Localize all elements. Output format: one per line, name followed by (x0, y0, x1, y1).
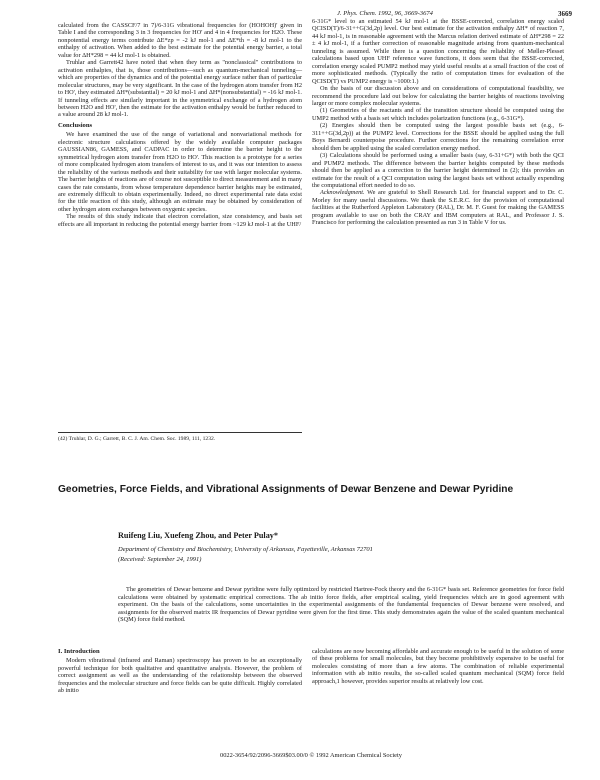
paragraph: Modern vibrational (infrared and Raman) spectroscopy has proven to be an exceptionally powerful technique for both qualitative and quantitative analysis. However, the problem of correct assignment as well as the understanding of the relationship between the observed frequencies and the molecular structure and force fields can be quite difficult. Highly correlated ab initio (58, 657, 302, 695)
paragraph: (2) Energies should then be computed using the largest possible basis set (e.g., 6-311++G(3d,2p)) at the PUMP2 level. Corrections for the BSSE should be applied using the full Boys Bernardi counterpoise procedure. Further corrections for the remaining correlation error should then be applied using the scaled correlation energy method. (312, 122, 564, 152)
intro-left-column (58, 648, 302, 695)
left-column (58, 22, 302, 228)
abstract: The geometries of Dewar benzene and Dewar pyridine were fully optimized by restricted Hartree-Fock theory and the 6-31G* basis set. Reference geometries for force field calculations were obtained by systematic empirical corrections. The ab initio force fields, after empirical scaling, yield frequencies which are in good agreement with experiment. On the basis of the calculations, some uncertainties in the experimental assignments of the fundamental frequencies of Dewar benzene were resolved, and assignments for the observed matrix IR frequencies of Dewar pyridine were given for the first time. This study demonstrates again the value of the scaled quantum mechanical (SQM) force field method. (118, 586, 564, 623)
paragraph: calculations are now becoming affordable and accurate enough to be useful in the solution of some of these problems for small molecules, but they become prohibitively expensive to be useful for molecules consisting of more than a few atoms. The combination of reliable experimental information with ab initio results, the so-called scaled quantum mechanical (SQM) force field approach,1 however, provides superior results at relatively low cost. (312, 648, 564, 685)
paragraph: Truhlar and Garrett42 have noted that when they term as "nonclassical" contributions to activation enthalpies, that is, those contributions—such as quantum-mechanical tunneling—which are properties of the dynamics and of the potential energy surface rather than of particular molecular structures, may be very significant. In the case of the hydrogen atom transfer from H2 to HO', they estimated ΔH*(substantial) = 20 kJ mol-1 and ΔH*(nonsubstantial) = -16 kJ mol-1. If tunneling effects are similarly important in the symmetrical exchange of a hydrogen atom between H2O and HO', then the estimate for the activation enthalpy would be further reduced to a value around 28 kJ mol-1. (58, 59, 302, 119)
section-heading-introduction: I. Introduction (58, 648, 100, 655)
received-date: (Received: September 24, 1991) (118, 556, 202, 563)
copyright-line: 0022-3654/92/2096-3669$03.00/0 © 1992 American Chemical Society (220, 752, 402, 759)
paragraph: We have examined the use of the range of variational and nonvariational methods for electronic structure calculations offered by the widely available computer packages GAUSSIAN86, GAMESS, and CADPAC in order to determine the barrier height to the symmetrical hydrogen atom transfer from H2O to HO'. This reaction is a prototype for a series of more complicated hydrogen atom transfers of interest to us, and it was our intention to assess the reliability of the various methods and their suitability for use with larger molecular systems. The barrier heights of reactions are of course not susceptible to direct measurement and in many cases the rate constants, from whose temperature dependence barrier heights may be estimated, are extremely difficult to obtain experimentally. Indeed, no direct experimental rate data exist for the title reaction of this study, although an estimate may be obtained by consideration of other hydrogen atom exchanges between oxygenic species. (58, 131, 302, 213)
article-title: Geometries, Force Fields, and Vibrational Assignments of Dewar Benzene and Dewar Pyridine (58, 484, 514, 495)
paragraph: On the basis of our discussion above and on considerations of computational feasibility, we recommend the procedure laid out below for calculating the barrier heights of reactions involving larger or more complex molecular systems. (312, 85, 564, 107)
footnote: (42) Truhlar, D. G.; Garrett, B. C. J. Am. Chem. Soc. 1989, 111, 1232. (58, 432, 302, 443)
acknowledgment-label: Acknowledgment. (320, 189, 365, 197)
running-head: J. Phys. Chem. 1992, 96, 3669-3674 (337, 10, 433, 17)
affiliation: Department of Chemistry and Biochemistry, University of Arkansas, Fayetteville, Arkansas 72701 (118, 546, 373, 553)
paragraph: calculated from the CASSCF/7 in 7)/6-31G vibrational frequencies for (HOHOH)' given in Table I and the corresponding 3 in 3 frequencies for HO' and 4 in 4 frequencies for H2O. These nonpotential energy terms contribute ΔE*zp = -2 kJ mol-1 and ΔE*th = -8 kJ mol-1 to the enthalpy of activation. When added to the best estimate for the potential energy barrier, a total value for ΔH*298 = 44 kJ mol-1 is obtained. (58, 22, 302, 59)
paragraph: (3) Calculations should be performed using a smaller basis (say, 6-31+G*) with both the QCI and PUMP2 methods. The difference between the barrier heights computed by these methods should then be applied as a correction to the barrier height determined in (2); this provides an estimate for the result of a QCI computation using the largest basis set without actually expending the computational effort needed to do so. (312, 152, 564, 189)
section-heading-conclusions: Conclusions (58, 121, 93, 129)
paragraph: The results of this study indicate that electron correlation, size consistency, and basis set effects are all important in reducing the potential energy barrier from ~129 kJ mol-1 at the UHF/ (58, 213, 302, 228)
page-number: 3669 (558, 10, 572, 18)
acknowledgment-text: We are grateful to Shell Research Ltd. for financial support and to Dr. C. Morley for many useful discussions. We thank the S.E.R.C. for the provision of computational facilities at the Rutherford Appleton Laboratory (RAL), Dr. M. F. Guest for making the GAMESS program available to use on both the CRAY and IBM computers at RAL, and Professor J. S. Francisco for performing the calculation presented as run 3 in Table V for us. (312, 189, 564, 227)
authors: Ruifeng Liu, Xuefeng Zhou, and Peter Pulay* (118, 531, 278, 540)
paragraph: 6-31G* level to an estimated 54 kJ mol-1 at the BSSE-corrected, correlation energy scaled QCISD(T)/6-31++G(3d,2p) level. Our best estimate for the activation enthalpy ΔH* of reaction 7, 44 kJ mol-1, is in reasonable agreement with the Marcus relation derived estimate of ΔH*298 = 22 ± 4 kJ mol-1, if a further correction of reasonable magnitude arising from quantum-mechanical tunneling is assumed. While there is a question concerning the reliability of Møller-Plesset calculations based upon UHF reference wave functions, it does seem that the BSSE-corrected, correlation energy scaled PUMP2 method may yield useful results at a small fraction of the cost of more sophisticated methods. (Typically the ratio of computation times for evaluation of the QCISD(T) vs PUMP2 energy is ~1000:1.) (312, 18, 564, 85)
paragraph: (1) Geometries of the reactants and of the transition structure should be computed using the UMP2 method with a basis set which includes polarization functions (e.g., 6-31G*). (312, 107, 564, 122)
intro-right-column (312, 648, 564, 685)
acknowledgment (312, 189, 564, 226)
right-column (312, 18, 564, 227)
